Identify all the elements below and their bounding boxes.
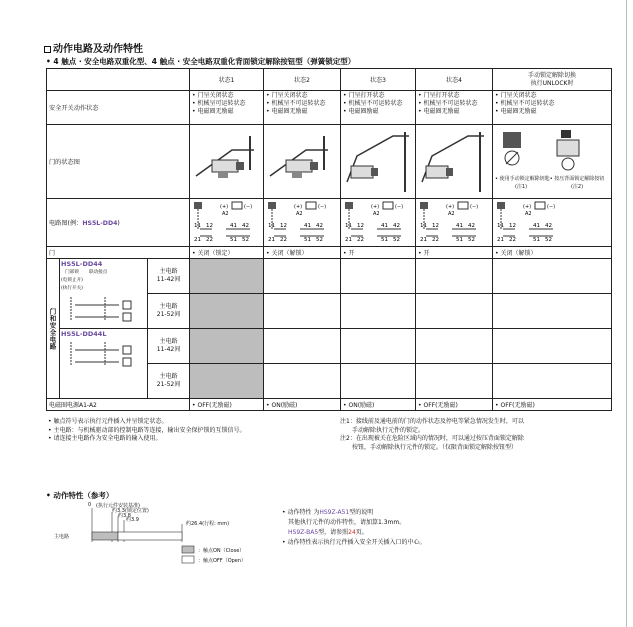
model-name-dd44: HS5L-DD44 [61, 260, 103, 268]
characteristics-heading: • 动作特性（参考） [46, 491, 114, 500]
circuit-diagram-4 [416, 199, 493, 247]
circuit-symbol [266, 200, 336, 244]
terminal-label-bottom: 21 [268, 237, 276, 243]
terminal-label-top: 41 [304, 223, 312, 229]
circuit-symbol [495, 200, 565, 244]
timing-row-label: 主电路 [54, 534, 70, 540]
terminal-label-bottom: 22 [432, 237, 440, 243]
terminal-label-bottom: 22 [280, 237, 288, 243]
terminal-label-bottom: 52 [393, 237, 401, 243]
timing-cell [416, 364, 493, 399]
door-illustration-4 [416, 125, 493, 199]
timing-cell [264, 294, 341, 329]
terminal-label-top: 12 [432, 223, 440, 229]
circuit-diagram-manual [493, 199, 612, 247]
terminal-label-bottom: 21 [497, 237, 505, 243]
terminal-label-top: 42 [242, 223, 250, 229]
timing-cell [416, 329, 493, 364]
circuit-row-label: 主电路 11-42间 [148, 259, 190, 294]
timing-cell [341, 364, 416, 399]
terminal-label-bottom: 22 [357, 237, 365, 243]
terminal-label-top: 41 [381, 223, 389, 229]
safety-manual: • 门呈关闭状态 • 机械呈不可运转状态 • 电磁圈无励磁 [493, 91, 612, 125]
safety-state3: • 门呈打开状态 • 机械呈不可运转状态 • 电磁圈励磁 [341, 91, 416, 125]
terminal-label-top: 12 [206, 223, 214, 229]
terminal-label-top: 11 [194, 223, 202, 229]
terminal-label-top: 42 [316, 223, 324, 229]
terminal-label-bottom: 51 [230, 237, 238, 243]
timing-cell [493, 364, 612, 399]
timing-cell [416, 294, 493, 329]
actuator-symbol [268, 202, 276, 209]
timing-cell [341, 259, 416, 294]
coil-minus-label: (−) [470, 204, 479, 210]
row-label-circuit: 电路图(例：HS5L-DD4) [47, 199, 190, 247]
doorstate-1: • 关闭（锁定） [190, 247, 264, 259]
coil-terminal-label: A2 [222, 211, 229, 217]
circuit-row-label: 主电路 21-52间 [148, 294, 190, 329]
coil-minus-label: (−) [547, 204, 556, 210]
checkbox-square-icon [44, 46, 51, 53]
coil-3: • ON(励磁) [341, 399, 416, 411]
terminal-label-top: 11 [420, 223, 428, 229]
model-dd44l-cell [60, 329, 148, 399]
timing-cell [493, 294, 612, 329]
coil-plus-label: (+) [220, 204, 229, 210]
terminal-label-bottom: 22 [509, 237, 517, 243]
safety-state2: • 门呈关闭状态 • 机械呈不可运转状态 • 电磁圈无励磁 [264, 91, 341, 125]
col-header-state4: 状态4 [416, 69, 493, 91]
timing-cell [264, 259, 341, 294]
timing-cell [264, 329, 341, 364]
terminal-label-bottom: 22 [206, 237, 214, 243]
col-header-state3: 状态3 [341, 69, 416, 91]
terminal-label-bottom: 52 [468, 237, 476, 243]
terminal-label-bottom: 51 [456, 237, 464, 243]
coil-4: • OFF(无励磁) [416, 399, 493, 411]
door-illustration-1 [190, 125, 264, 199]
coil-symbol [535, 202, 545, 209]
timing-chart-svg [52, 502, 292, 564]
actuator-symbol [345, 202, 353, 209]
terminal-label-top: 11 [268, 223, 276, 229]
circuit-diagram-2 [264, 199, 341, 247]
terminal-label-bottom: 51 [533, 237, 541, 243]
doorstate-manual: • 关闭（解锁） [493, 247, 612, 259]
coil-plus-label: (+) [371, 204, 380, 210]
model-name-dd44l: HS5L-DD44L [61, 330, 107, 338]
terminal-label-top: 42 [468, 223, 476, 229]
contact-diagram-dd44 [61, 293, 145, 323]
timing-cell [190, 329, 264, 364]
doorstate-3: • 开 [341, 247, 416, 259]
coil-plus-label: (+) [294, 204, 303, 210]
page-edge-rule [626, 0, 627, 627]
coil-minus-label: (−) [395, 204, 404, 210]
row-label-safety: 安全开关动作状态 [47, 91, 190, 125]
coil-2: • ON(励磁) [264, 399, 341, 411]
corner-cell [47, 69, 190, 91]
timing-cell [190, 294, 264, 329]
side-label: 门和安全电路 [47, 259, 60, 399]
timing-cell [190, 364, 264, 399]
section-heading: 动作电路及动作特性 [44, 40, 143, 55]
doorstate-2: • 关闭（解锁） [264, 247, 341, 259]
timing-cell [493, 259, 612, 294]
circuit-diagram-3 [341, 199, 416, 247]
notes-right: 注1：接线前及通电前的门的动作状态及停电等紧急情况发生时，可以 手动解除执行元件的锁定。 注2：在出现被关在危险区域内的情况时，可以通过按压背面锁定解除 按钮，手动解除执行元件的锁定。（仅限背面锁定解除按钮型） [340, 418, 524, 451]
terminal-label-top: 11 [497, 223, 505, 229]
terminal-label-bottom: 21 [194, 237, 202, 243]
coil-plus-label: (+) [523, 204, 532, 210]
terminal-label-top: 41 [456, 223, 464, 229]
timing-cell [493, 329, 612, 364]
terminal-label-bottom: 52 [242, 237, 250, 243]
coil-symbol [458, 202, 468, 209]
actuator-symbol [420, 202, 428, 209]
safety-state4: • 门呈打开状态 • 机械呈不可运转状态 • 电磁圈无励磁 [416, 91, 493, 125]
door-illustration-3 [341, 125, 416, 199]
row-label-doorstate: 门 [47, 247, 190, 259]
circuit-symbol [343, 200, 413, 244]
terminal-label-top: 41 [230, 223, 238, 229]
notes-bottom: • 动作特性 为HS9Z-A51型的说明 其他执行元件的动作特性，请加算1.3mm。 HS9Z-BA5型，请参照24页。 • 动作特性表示执行元件插入安全开关插入口的中心。 [282, 509, 426, 546]
model-dd44-cell: HS5L-DD44 门部锁 (电锁止开) (执行开关) 联动接点 [60, 259, 148, 329]
legend-on: ：触点ON（Close） [198, 548, 245, 554]
legend-off: ：触点OFF（Open） [198, 558, 247, 564]
notes-left: • 触点符号表示执行元件插入并呈锁定状态。 • 主电路：与机械驱动部的控制电路等连接，输出安全保护锁的互锁信号。 • 请连接主电路作为安全电路的输入使用。 [48, 418, 246, 442]
timing-cell [264, 364, 341, 399]
door-illustration-2 [264, 125, 341, 199]
circuit-row-label: 主电路 11-42间 [148, 329, 190, 364]
timing-cell [190, 259, 264, 294]
coil-minus-label: (−) [318, 204, 327, 210]
actuator-symbol [194, 202, 202, 209]
coil-symbol [232, 202, 242, 209]
terminal-label-bottom: 51 [304, 237, 312, 243]
col-header-manual: 手动锁定解除切换 执行UNLOCK时 [493, 69, 612, 91]
terminal-label-top: 42 [393, 223, 401, 229]
coil-symbol [383, 202, 393, 209]
row-label-coil: 电磁圈电源A1-A2 [47, 399, 190, 411]
timing-chart: 0 (执行元件安装基准) 约3.3(锁定位置) 约3.8 约3.9 约26.4(行程: mm) 主电路 ：触点ON（Close） ：触点OFF（Open） [52, 502, 292, 564]
circuit-symbol [418, 200, 488, 244]
coil-terminal-label: A2 [448, 211, 455, 217]
section-subheading: • 4 触点 · 安全电路双重化型、4 触点 · 安全电路双重化背面锁定解除按钮型（弹簧锁定型） [46, 57, 356, 66]
terminal-label-bottom: 21 [420, 237, 428, 243]
terminal-label-top: 12 [357, 223, 365, 229]
row-label-door: 门的状态图 [47, 125, 190, 199]
doorstate-4: • 开 [416, 247, 493, 259]
operation-circuit-table [46, 68, 612, 411]
coil-symbol [306, 202, 316, 209]
coil-terminal-label: A2 [373, 211, 380, 217]
door-illustration-manual: • 使用手动锁定解除钥匙 (注1) • 按压背面锁定解除按钮 (注2) [493, 125, 612, 199]
timing-cell [416, 259, 493, 294]
terminal-label-bottom: 52 [316, 237, 324, 243]
col-header-state2: 状态2 [264, 69, 341, 91]
terminal-label-top: 11 [345, 223, 353, 229]
terminal-label-bottom: 21 [345, 237, 353, 243]
terminal-label-bottom: 51 [381, 237, 389, 243]
terminal-label-top: 12 [509, 223, 517, 229]
actuator-symbol [497, 202, 505, 209]
circuit-diagram-1 [190, 199, 264, 247]
coil-manual: • OFF(无励磁) [493, 399, 612, 411]
circuit-symbol [192, 200, 262, 244]
terminal-label-top: 42 [545, 223, 553, 229]
terminal-label-top: 12 [280, 223, 288, 229]
coil-terminal-label: A2 [525, 211, 532, 217]
col-header-state1: 状态1 [190, 69, 264, 91]
coil-1: • OFF(无励磁) [190, 399, 264, 411]
contact-diagram-dd44l [61, 338, 145, 368]
circuit-row-label: 主电路 21-52间 [148, 364, 190, 399]
coil-plus-label: (+) [446, 204, 455, 210]
timing-cell [341, 294, 416, 329]
terminal-label-bottom: 52 [545, 237, 553, 243]
timing-cell [341, 329, 416, 364]
coil-terminal-label: A2 [296, 211, 303, 217]
terminal-label-top: 41 [533, 223, 541, 229]
coil-minus-label: (−) [244, 204, 253, 210]
safety-state1: • 门呈关闭状态 • 机械呈可运转状态 • 电磁圈无励磁 [190, 91, 264, 125]
